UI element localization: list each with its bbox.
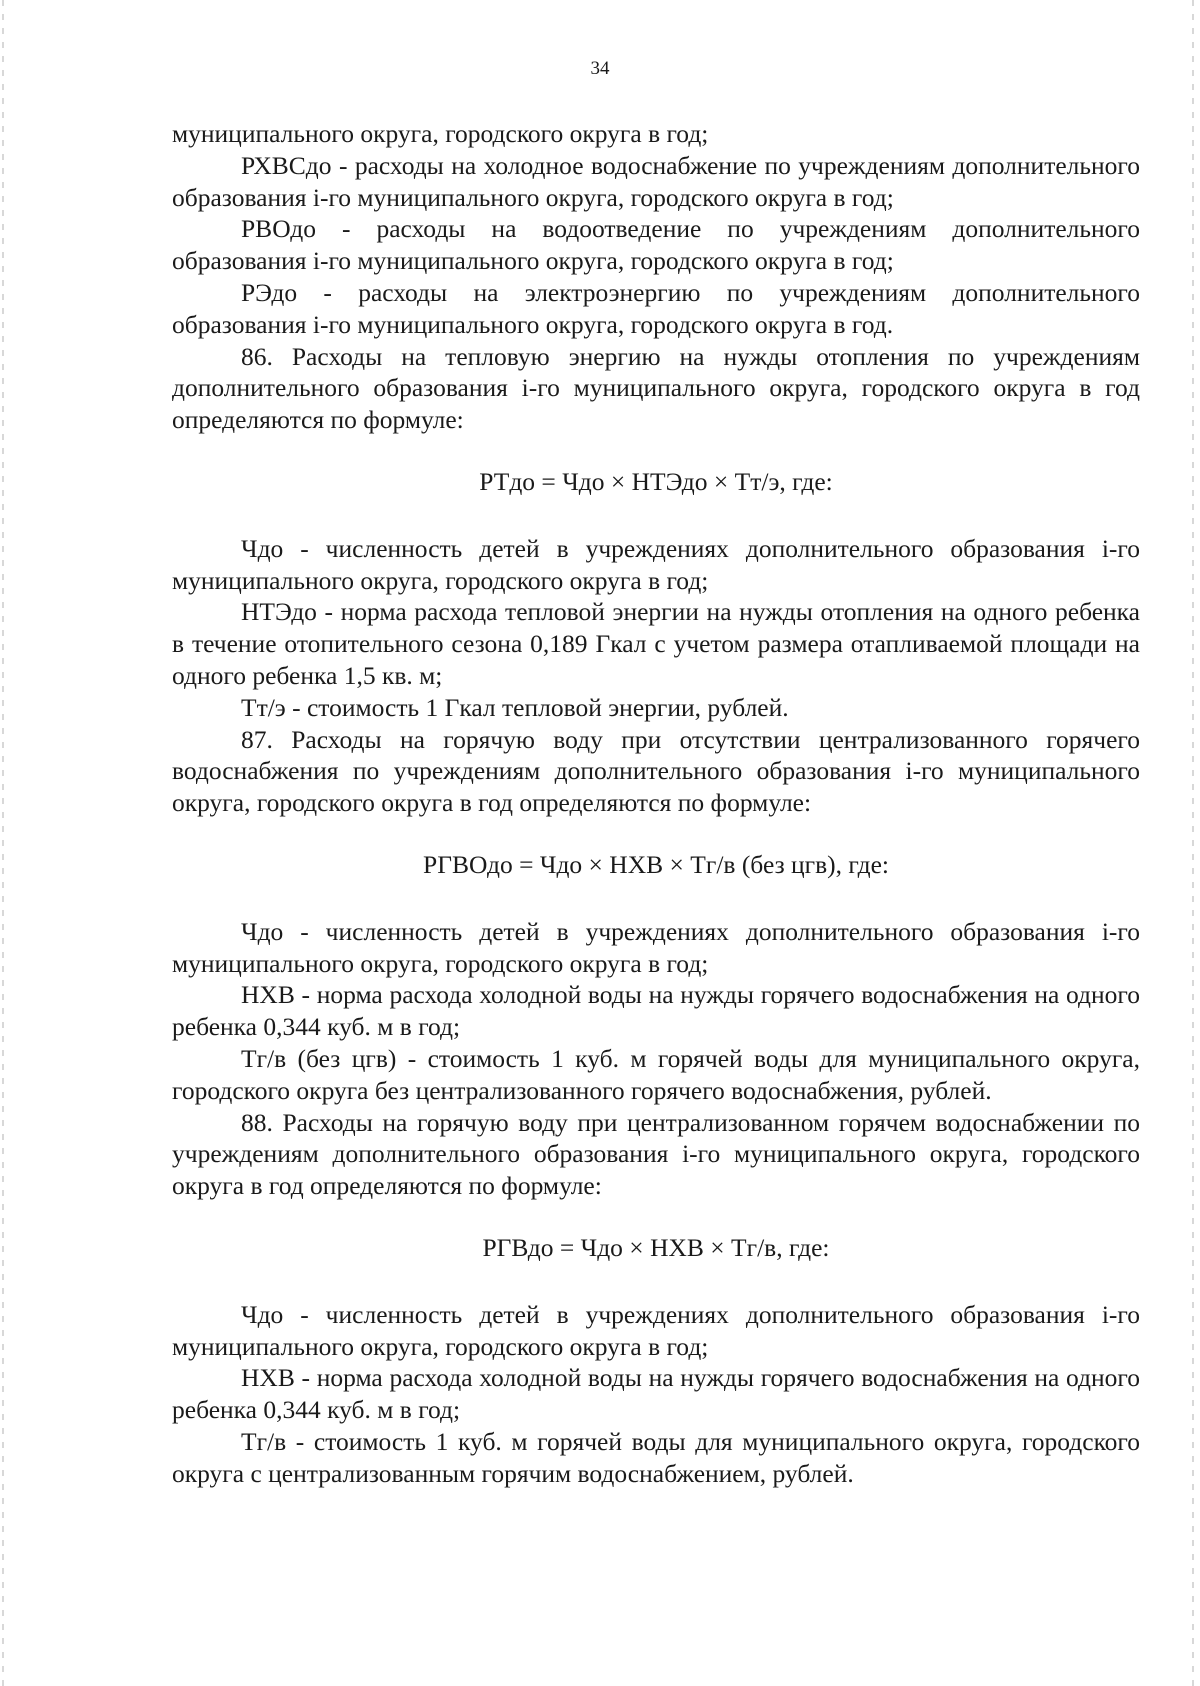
definition-chdo: Чдо - численность детей в учреждениях дополнительного образования i-го муниципального округа, городского округа в год; xyxy=(172,1299,1140,1361)
definition-chdo: Чдо - численность детей в учреждениях дополнительного образования i-го муниципального округа, городского округа в год; xyxy=(172,916,1140,978)
formula-rgv: РГВдо = Чдо × НХВ × Тг/в, где: xyxy=(482,1232,830,1262)
formula-rgvo: РГВОдо = Чдо × НХВ × Тг/в (без цгв), где: xyxy=(423,849,889,879)
clause-88: 88. Расходы на горячую воду при централизованном горячем водоснабжении по учреждениям дополнительного образования i-го муниципального округа, городского округа в год определяются по формуле: xyxy=(172,1107,1140,1201)
page-number: 34 xyxy=(590,58,610,79)
scan-edge-right xyxy=(1192,0,1194,1686)
paragraph: муниципального округа, городского округа в год; xyxy=(172,119,709,148)
definition-tgv-bez-cgv: Тг/в (без цгв) - стоимость 1 куб. м горячей воды для муниципального округа, городского округа без централизованного горячего водоснабжения, рублей. xyxy=(172,1043,1140,1105)
definition-re: РЭдо - расходы на электроэнергию по учреждениям дополнительного образования i-го муниципального округа, городского округа в год. xyxy=(172,277,1140,339)
definition-nte: НТЭдо - норма расхода тепловой энергии на нужды отопления на одного ребенка в течение отопительного сезона 0,189 Гкал с учетом размера отапливаемой площади на одного ребенка 1,5 кв. м; xyxy=(172,597,1140,690)
scan-edge-left xyxy=(2,0,4,1686)
definition-nkhv: НХВ - норма расхода холодной воды на нужды горячего водоснабжения на одного ребенка 0,344 куб. м в год; xyxy=(172,1363,1140,1425)
clause-86: 86. Расходы на тепловую энергию на нужды отопления по учреждениям дополнительного образования i-го муниципального округа, городского округа в год определяются по формуле: xyxy=(172,341,1140,435)
document-body xyxy=(172,118,1140,1489)
definition-chdo: Чдо - численность детей в учреждениях дополнительного образования i-го муниципального округа, городского округа в год; xyxy=(172,533,1140,595)
definition-tte: Тт/э - стоимость 1 Гкал тепловой энергии, рублей. xyxy=(241,692,789,722)
definition-rvo: РВОдо - расходы на водоотведение по учреждениям дополнительного образования i-го муниципального округа, городского округа в год; xyxy=(172,214,1140,276)
definition-tgv: Тг/в - стоимость 1 куб. м горячей воды для муниципального округа, городского округа с централизованным горячим водоснабжением, рублей. xyxy=(172,1426,1140,1488)
definition-nkhv: НХВ - норма расхода холодной воды на нужды горячего водоснабжения на одного ребенка 0,344 куб. м в год; xyxy=(172,980,1140,1042)
definition-rkhvs: РХВСдо - расходы на холодное водоснабжение по учреждениям дополнительного образования i-го муниципального округа, городского округа в год; xyxy=(172,150,1140,212)
clause-87: 87. Расходы на горячую воду при отсутствии централизованного горячего водоснабжения по учреждениям дополнительного образования i-го муниципального округа, городского округа в год определяются по формуле: xyxy=(172,724,1140,818)
formula-rt: РТдо = Чдо × НТЭдо × Тт/э, где: xyxy=(479,466,833,496)
